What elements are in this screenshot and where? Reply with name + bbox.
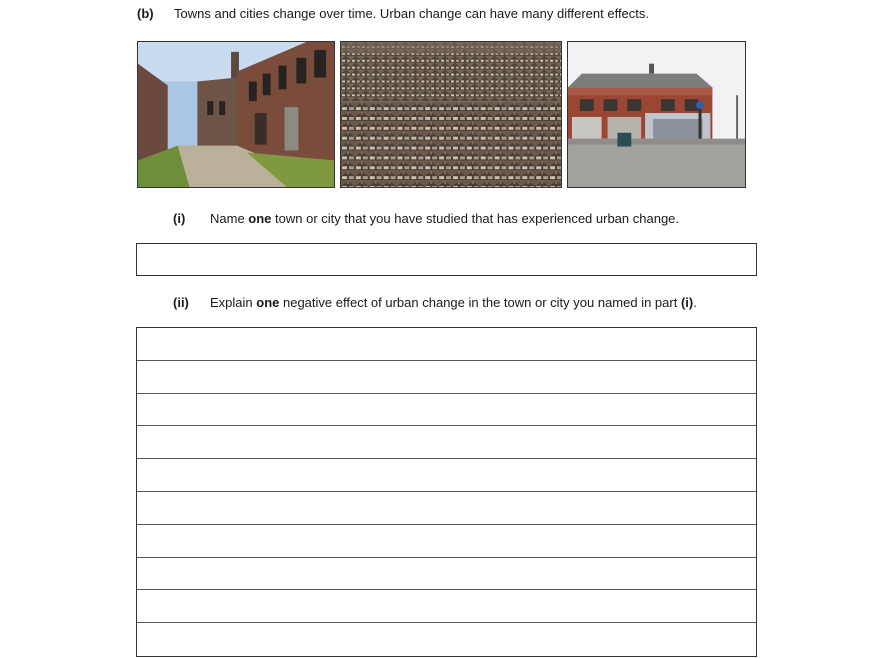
question-i-stem	[173, 211, 679, 226]
question-i-text-start: Name	[210, 211, 249, 226]
answer-line[interactable]	[137, 459, 756, 492]
derelict-factory-photo	[137, 41, 335, 188]
answer-line[interactable]	[137, 361, 756, 394]
boarded-shops-photo	[567, 41, 746, 188]
answer-line[interactable]	[137, 525, 756, 558]
question-b-label: (b)	[137, 6, 154, 21]
answer-line[interactable]	[137, 590, 756, 623]
answer-line[interactable]	[137, 328, 756, 361]
question-ii-emphasis: one	[256, 295, 280, 310]
boarded-up-corner-shop-image	[568, 42, 745, 187]
terraced-housing-aerial-photo	[340, 41, 562, 188]
question-ii-stem	[173, 295, 697, 310]
question-ii-part-reference: (i)	[680, 295, 694, 310]
terraced-rooftops-image	[341, 42, 561, 187]
answer-lines-ii[interactable]	[136, 327, 757, 657]
question-i-emphasis: one	[248, 211, 272, 226]
question-b-stem	[137, 6, 649, 21]
answer-line[interactable]	[137, 426, 756, 459]
answer-line[interactable]	[137, 623, 756, 656]
question-b-text: Towns and cities change over time. Urban change can have many different effects.	[174, 6, 650, 21]
derelict-mill-image	[138, 42, 334, 187]
answer-line[interactable]	[137, 394, 756, 427]
answer-box-i[interactable]	[136, 243, 757, 276]
question-i-label: (i)	[173, 211, 186, 226]
answer-line[interactable]	[137, 558, 756, 591]
question-ii-text-end: .	[693, 295, 697, 310]
question-ii-label: (ii)	[173, 295, 189, 310]
question-i-text-end: town or city that you have studied that has experienced urban change.	[271, 211, 680, 226]
answer-line[interactable]	[137, 492, 756, 525]
question-ii-text-mid: negative effect of urban change in the town or city you named in part	[279, 295, 681, 310]
question-ii-text-start: Explain	[210, 295, 257, 310]
